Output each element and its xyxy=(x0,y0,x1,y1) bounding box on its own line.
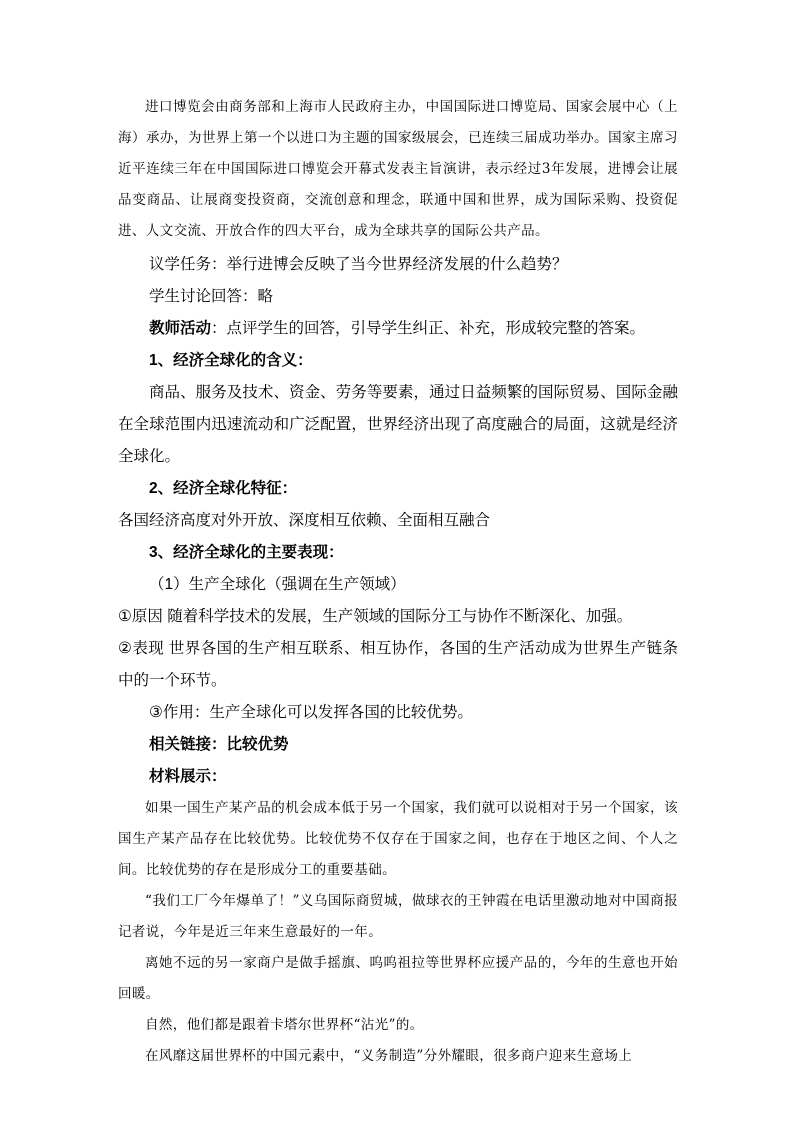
teacher-activity-text: ：点评学生的回答，引导学生纠正、补充，形成较完整的答案。 xyxy=(211,320,646,337)
definition-paragraph: 商品、服务及技术、资金、劳务等要素，通过日益频繁的国际贸易、国际金融在全球范围内迅速流动和广泛配置，世界经济出现了高度融合的局面，这就是经济全球化。 xyxy=(118,384,678,465)
student-answer: 学生讨论回答：略 xyxy=(149,288,274,305)
material-paragraph-4: 自然，他们都是跟着卡塔尔世界杯“沾光”的。 xyxy=(145,1017,424,1033)
material-paragraph-2: “我们工厂今年爆单了！”义乌国际商贸城，做球衣的王钟霞在电话里激动地对中国商报记者说，今年是近三年来生意最好的一年。 xyxy=(118,893,678,940)
material-paragraph-3: 离她不远的另一家商户是做手摇旗、呜呜祖拉等世界杯应援产品的，今年的生意也开始回暖。 xyxy=(118,955,678,1002)
subheading-production: （1）生产全球化（强调在生产领域） xyxy=(149,576,406,593)
features-paragraph: 各国经济高度对外开放、深度相互依赖、全面相互融合 xyxy=(118,512,491,529)
heading-definition: 1、经济全球化的含义： xyxy=(149,352,313,369)
material-heading: 材料展示： xyxy=(149,768,227,785)
teacher-activity-label: 教师活动 xyxy=(149,320,212,337)
teacher-activity xyxy=(118,313,678,345)
material-paragraph-5: 在风靡这届世界杯的中国元素中，“义务制造”分外耀眼，很多商户迎来生意场上 xyxy=(145,1048,633,1064)
intro-paragraph: 进口博览会由商务部和上海市人民政府主办，中国国际进口博览局、国家会展中心（上海）承办，为世界上第一个以进口为主题的国家级展会，已连续三届成功举办。国家主席习近平连续三年在中国国际进口博览会开幕式发表主旨演讲，表示经过3年发展，进博会让展品变商品、让展商变投资商，交流创意和理念，联通中国和世界，成为国际采购、投资促进、人文交流、开放合作的四大平台，成为全球共享的国际公共产品。 xyxy=(118,99,678,239)
heading-manifestations: 3、经济全球化的主要表现： xyxy=(149,544,344,561)
material-paragraph-1: 如果一国生产某产品的机会成本低于另一个国家，我们就可以说相对于另一个国家，该国生产某产品存在比较优势。比较优势不仅存在于国家之间，也存在于地区之间、个人之间。比较优势的存在是形成分工的重要基础。 xyxy=(118,800,678,878)
reason-paragraph: ①原因 随着科学技术的发展，生产领域的国际分工与协作不断深化、加强。 xyxy=(118,608,633,625)
heading-features: 2、经济全球化特征： xyxy=(149,480,298,497)
effect-paragraph: ③作用：生产全球化可以发挥各国的比较优势。 xyxy=(149,704,473,721)
related-link-heading: 相关链接：比较优势 xyxy=(149,736,289,753)
task-paragraph: 议学任务：举行进博会反映了当今世界经济发展的什么趋势？ xyxy=(149,256,568,273)
performance-paragraph: ②表现 世界各国的生产相互联系、相互协作，各国的生产活动成为世界生产链条中的一个环节。 xyxy=(118,640,678,689)
document-body xyxy=(118,92,678,1072)
